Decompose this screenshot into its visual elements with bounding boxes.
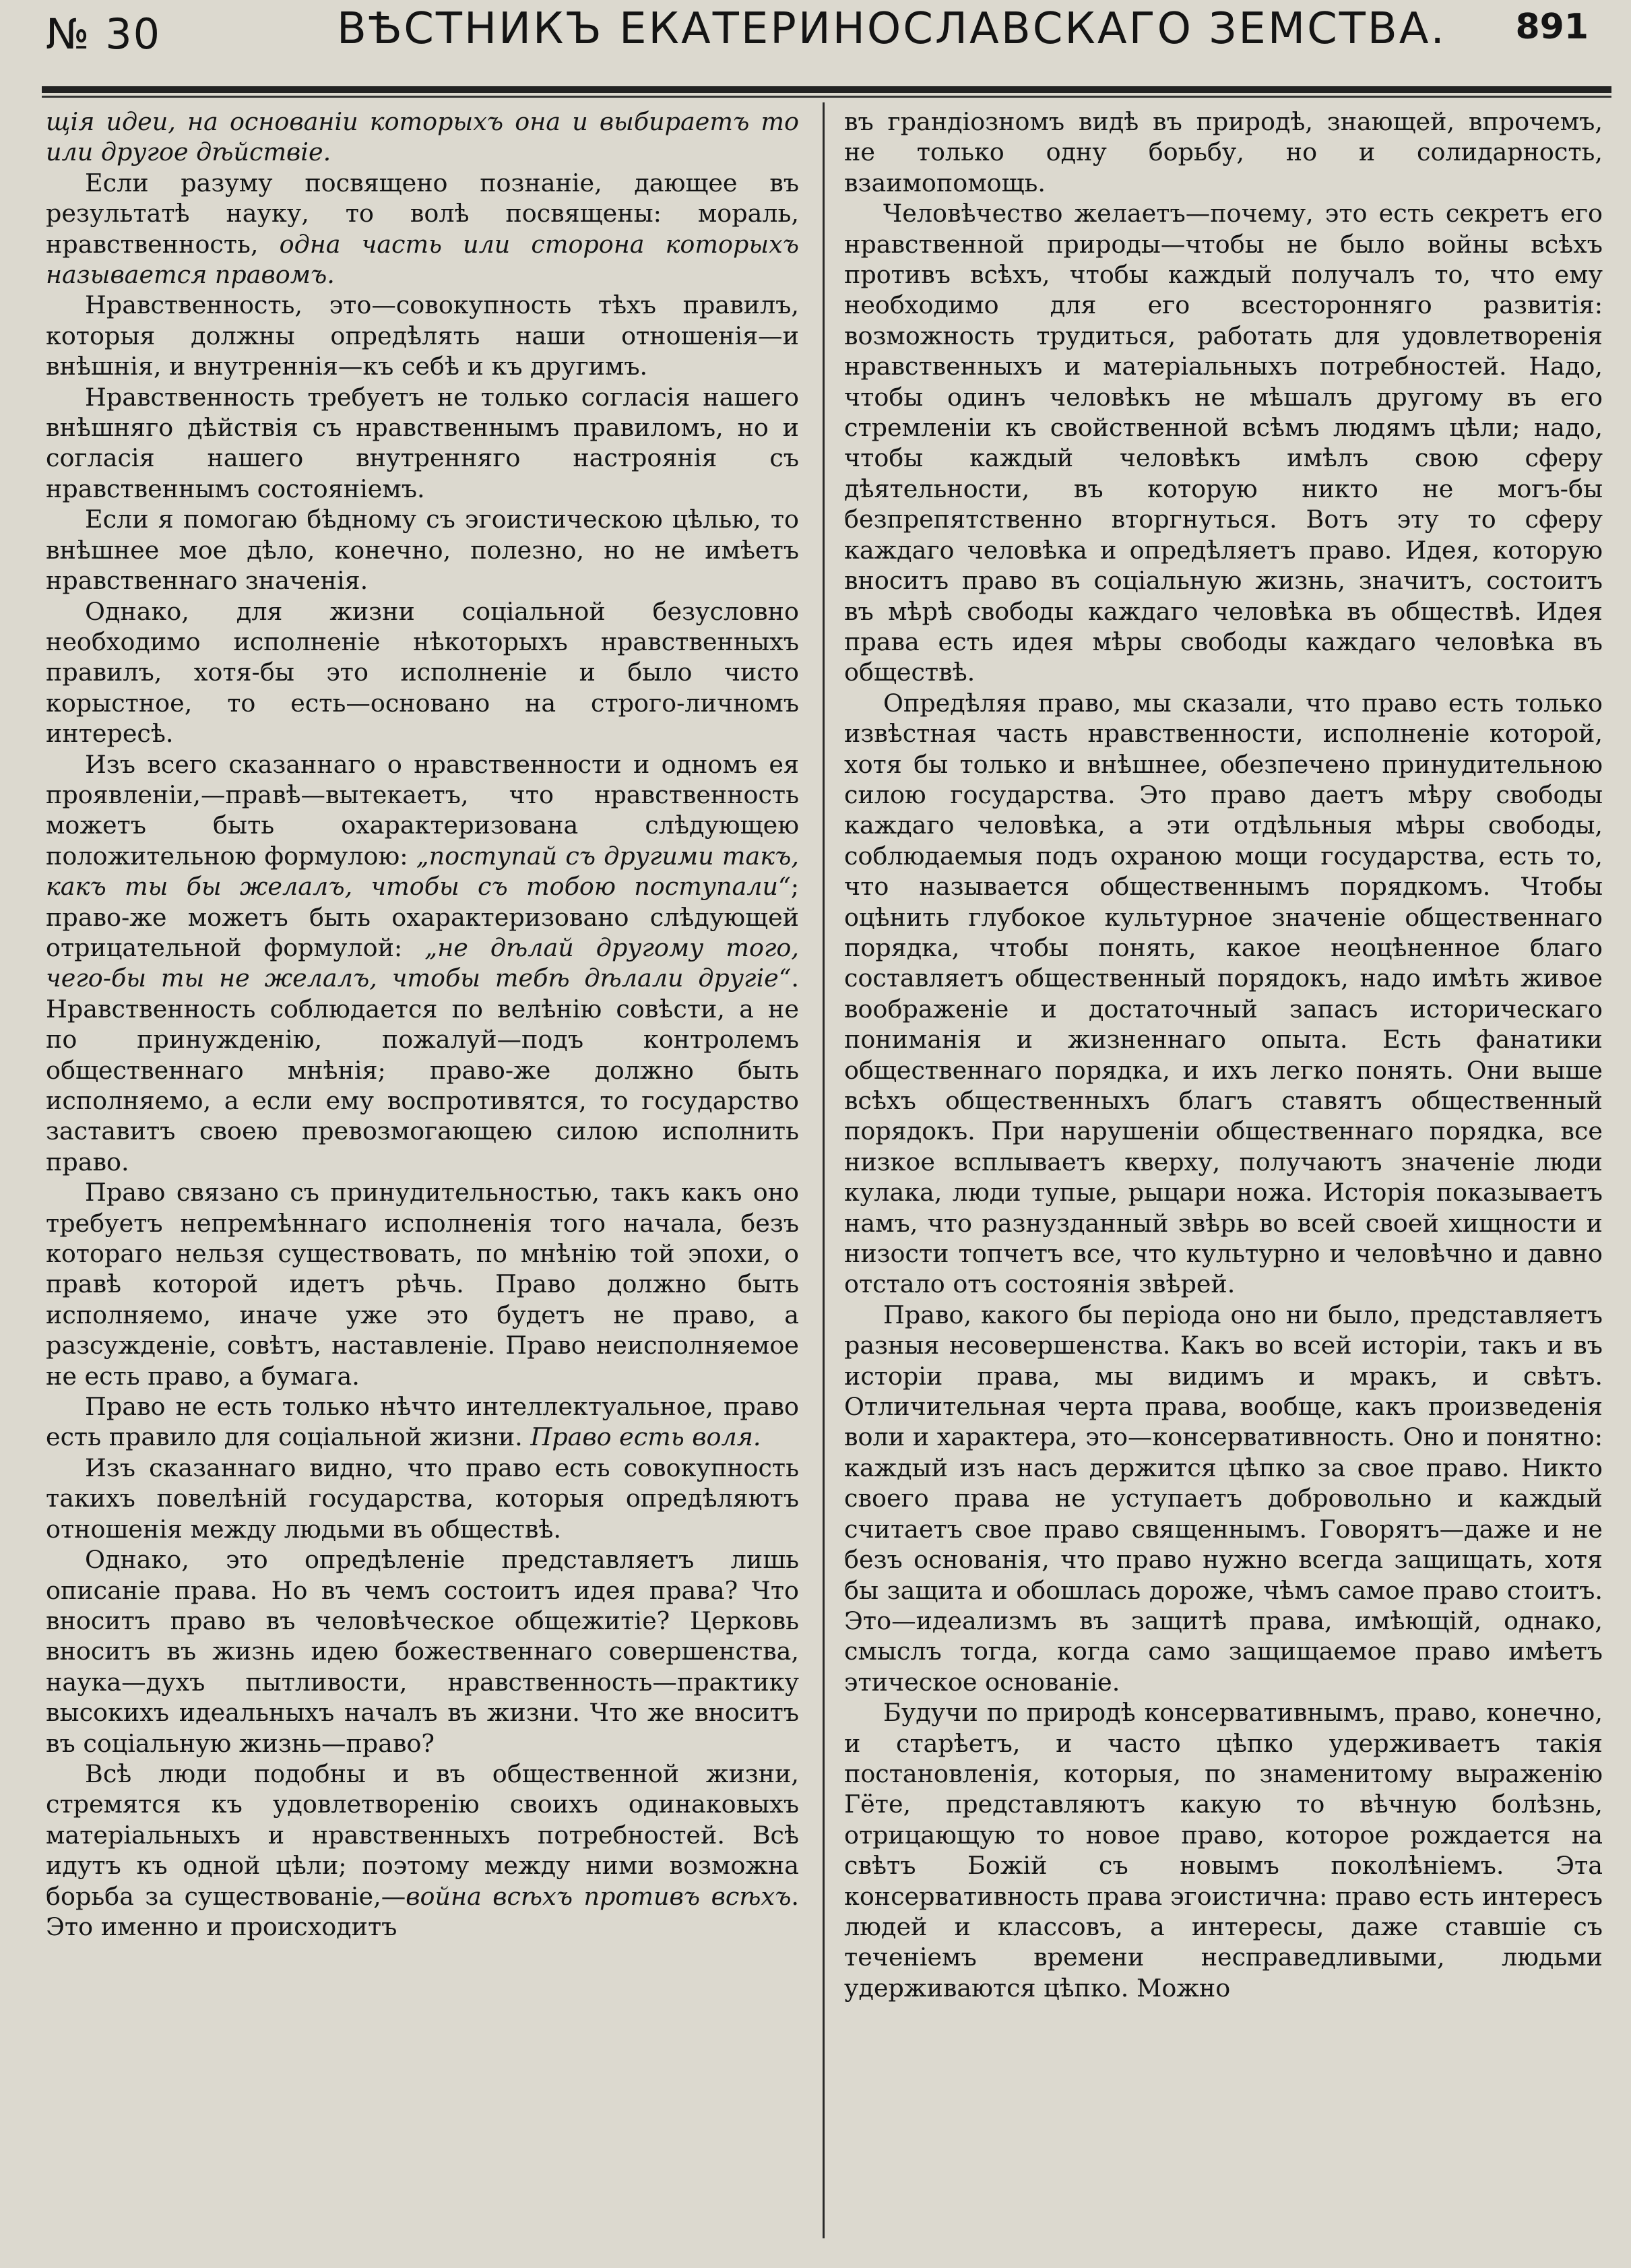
text: . Это именно и происходитъ [46, 1881, 799, 1941]
paragraph: Право связано съ принудительностью, такъ какъ оно требуетъ непремѣннаго исполненія того начала, безъ котораго нельзя существовать, по мнѣнію той эпохи, о правѣ которой идетъ рѣчь. Право должно быть исполняемо, иначе уже это будетъ не право, а разсужденіе, совѣтъ, наставленіе. Право неисполняемое не есть право, а бумага. [46, 1178, 799, 1391]
text: Если разуму посвящено познаніе, дающее въ результатѣ науку, то волѣ посвящены: мораль, нравственность, [46, 168, 799, 259]
paragraph: Нравственность требуетъ не только согласія нашего внѣшняго дѣйствія съ нравственнымъ правиломъ, но и согласія нашего внутренняго настроянія съ нравственнымъ состояніемъ. [46, 382, 799, 503]
header-rule-thin [42, 96, 1611, 98]
paragraph: Право, какого бы періода оно ни было, представляетъ разныя несовершенства. Какъ во всей исторіи, такъ и въ исторіи права, мы видимъ и мракъ, и свѣтъ. Отличительная черта права, вообще, какъ произведенія воли и характера, это—консервативность. Оно и понятно: каждый изъ насъ держится цѣпко за свое право. Никто своего права не уступаетъ добровольно и каждый считаетъ свое право священнымъ. Говорятъ—даже и не безъ основанія, что право нужно всегда защищать, хотя бы защита и обошлась дороже, чѣмъ самое право стоитъ. Это—идеализмъ въ защитѣ права, имѣющій, однако, смыслъ тогда, когда само защищаемое право имѣетъ этическое основаніе. [844, 1300, 1603, 1697]
italic-text: одна часть или сторона которыхъ называется правомъ. [46, 229, 799, 290]
italic-text: война всѣхъ противъ всѣхъ [406, 1881, 792, 1911]
paragraph: Изъ сказаннаго видно, что право есть совокупность такихъ повелѣній государства, которыя опредѣляютъ отношенія между людьми въ обществѣ. [46, 1453, 799, 1544]
paragraph [46, 106, 799, 168]
paragraph [46, 1391, 799, 1453]
text: Изъ всего сказаннаго о нравственности и одномъ ея проявленіи,—правѣ—вытекаетъ, что нравственность можетъ быть охарактеризована слѣдующею положительною формулою: [46, 749, 799, 871]
paragraph [46, 168, 799, 290]
paragraph: въ грандіозномъ видѣ въ природѣ, знающей, впрочемъ, не только одну борьбу, но и солидарность, взаимопомощь. [844, 107, 1603, 197]
journal-title: ВѢСТНИКЪ ЕКАТЕРИНОСЛАВСКАГО ЗЕМСТВА. [337, 4, 1446, 54]
header-rule-thick [42, 86, 1611, 93]
paragraph: Однако, это опредѣленіе представляетъ лишь описаніе права. Но въ чемъ состоитъ идея права? Что вноситъ право въ человѣческое общежитіе? Церковь вноситъ въ жизнь идею божественнаго совершенства, наука—духъ пытливости, нравственность—практику высокихъ идеальныхъ началъ въ жизни. Что же вноситъ въ соціальную жизнь—право? [46, 1545, 799, 1758]
italic-text: „не дѣлай другому того, чего-бы ты не желалъ, чтобы тебѣ дѣлали другіе“ [46, 933, 799, 993]
column-divider [823, 102, 825, 2238]
paragraph [46, 1759, 799, 1942]
text: Всѣ люди подобны и въ общественной жизни, стремятся къ удовлетворенію своихъ одинаковыхъ матеріальныхъ и нравственныхъ потребностей. Всѣ идутъ къ одной цѣли; поэтому между ними возможна борьба за существованіе,— [46, 1759, 799, 1911]
paragraph: Однако, для жизни соціальной безусловно необходимо исполненіе нѣкоторыхъ нравственныхъ правилъ, хотя-бы это исполненіе и было чисто корыстное, то есть—основано на строго-личномъ интересѣ. [46, 596, 799, 749]
paragraph: Если я помогаю бѣдному съ эгоистическою цѣлью, то внѣшнее мое дѣло, конечно, полезно, но не имѣетъ нравственнаго значенія. [46, 505, 799, 596]
italic-text: щія идеи, на основаніи которыхъ она и выбираетъ то или другое дѣйствіе. [46, 107, 799, 167]
page-number: 891 [1515, 7, 1589, 47]
paragraph: Человѣчество желаетъ—почему, это есть секретъ его нравственной природы—чтобы не было войны всѣхъ противъ всѣхъ, чтобы каждый получалъ то, что ему необходимо для его всесторонняго развитія: возможность трудиться, работать для удовлетворенія нравственныхъ и матеріальныхъ потребностей. Надо, чтобы одинъ человѣкъ не мѣшалъ другому въ его стремленіи къ свойственной всѣмъ людямъ цѣли; надо, чтобы каждый человѣкъ имѣлъ свою сферу дѣятельности, въ которую никто не могъ-бы безпрепятственно вторгнуться. Вотъ эту то сферу каждаго человѣка и опредѣляетъ право. Идея, которую вноситъ право въ соціальную жизнь, значитъ, состоитъ въ мѣрѣ свободы каждаго человѣка въ обществѣ. Идея права есть идея мѣры свободы каждаго человѣка въ обществѣ. [844, 199, 1603, 687]
paragraph: Будучи по природѣ консервативнымъ, право, конечно, и старѣетъ, и часто цѣпко удерживаетъ такія постановленія, которыя, по знаменитому выраженію Гёте, представляютъ какую то вѣчную болѣзнь, отрицающую то новое право, которое рождается на свѣтъ Божій съ новымъ поколѣніемъ. Эта консервативность права эгоистична: право есть интересъ людей и классовъ, а интересы, даже ставшіе съ теченіемъ времени несправедливыми, людьми удерживаются цѣпко. Можно [844, 1698, 1603, 2003]
paragraph: Нравственность, это—совокупность тѣхъ правилъ, которыя должны опредѣлять наши отношенія—и внѣшнія, и внутреннія—къ себѣ и къ другимъ. [46, 290, 799, 381]
text: ; право-же можетъ быть охарактеризовано слѣдующей отрицательной формулой: [46, 872, 799, 962]
paragraph [46, 749, 799, 1178]
paragraph: Опредѣляя право, мы сказали, что право есть только извѣстная часть нравственности, исполненіе которой, хотя бы только и внѣшнее, обезпечено принудительною силою государства. Это право даетъ мѣру свободы каждаго человѣка, а эти отдѣльныя мѣры свободы, соблюдаемыя подъ охраною мощи государства, есть то, что называется общественнымъ порядкомъ. Чтобы оцѣнить глубокое культурное значеніе общественнаго порядка, чтобы понять, какое неоцѣненное благо составляетъ общественный порядокъ, надо имѣть живое воображеніе и достаточный запасъ историческаго пониманія и жизненнаго опыта. Есть фанатики общественнаго порядка, и ихъ легко понять. Они выше всѣхъ общественныхъ благъ ставятъ общественный порядокъ. При нарушеніи общественнаго порядка, все низкое всплываетъ кверху, получаютъ значеніе люди кулака, люди тупые, рыцари ножа. Исторія показываетъ намъ, что разнузданный звѣрь во всей своей хищности и низости топчетъ все, что культурно и человѣчно и давно отстало отъ состоянія звѣрей. [844, 688, 1603, 1299]
italic-text: „поступай съ другими такъ, какъ ты бы желалъ, чтобы съ тобою поступали“ [46, 841, 799, 902]
text: . Нравственность соблюдается по велѣнію совѣсти, а не по принужденію, пожалуй—подъ контролемъ общественнаго мнѣнія; право-же должно быть исполняемо, а если ему воспротивятся, то государство заставитъ своею превозмогающею силою исполнить право. [46, 964, 799, 1176]
page-header [40, 0, 1597, 74]
italic-text: Право есть воля. [530, 1422, 761, 1452]
text: Право не есть только нѣчто интеллектуальное, право есть правило для соціальной жизни. [46, 1392, 799, 1452]
left-column [46, 106, 799, 2242]
issue-number: № 30 [46, 9, 162, 59]
right-column [844, 106, 1603, 2242]
